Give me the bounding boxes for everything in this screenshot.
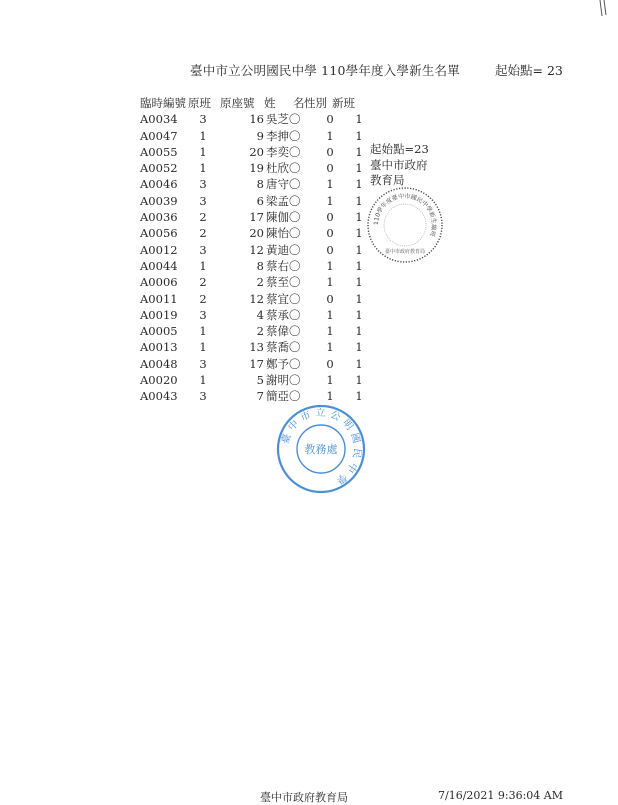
- cell-name: 謝明〇: [266, 373, 301, 388]
- cell-orig-seat: 7: [256, 389, 264, 404]
- cell-orig-seat: 8: [256, 258, 264, 273]
- side-note: [370, 142, 429, 189]
- document-title: 臺中市立公明國民中學 110學年度入學新生名單: [190, 63, 460, 78]
- cell-gender: 1: [326, 128, 334, 143]
- table-header-row: [140, 95, 372, 111]
- cell-name: 陳怡〇: [266, 226, 301, 241]
- table-row: [140, 193, 372, 209]
- cell-temp-id: A0055: [140, 144, 178, 159]
- cell-orig-seat: 19: [249, 161, 264, 176]
- cell-gender: 1: [326, 307, 334, 322]
- cell-temp-id: A0019: [140, 307, 178, 322]
- cell-gender: 0: [326, 291, 334, 306]
- cell-orig-class: 2: [199, 275, 207, 290]
- table-row: [140, 323, 372, 339]
- cell-temp-id: A0013: [140, 340, 178, 355]
- cell-new-class: 1: [355, 373, 363, 388]
- cell-orig-class: 2: [199, 226, 207, 241]
- cell-orig-seat: 16: [249, 112, 264, 127]
- table-body: [140, 111, 372, 404]
- table-row: [140, 356, 372, 372]
- small-seal-inner-text: 臺中市政府教育局: [384, 249, 426, 255]
- cell-name: 鄭予〇: [266, 356, 301, 371]
- cell-orig-class: 3: [199, 112, 207, 127]
- cell-name: 李抻〇: [266, 128, 301, 143]
- side-start-point: 起始點=23: [370, 142, 429, 156]
- cell-name: 李奕〇: [266, 144, 301, 159]
- cell-temp-id: A0048: [140, 356, 178, 371]
- cell-orig-class: 1: [199, 340, 207, 355]
- side-org-name: 臺中市政府: [370, 157, 428, 172]
- cell-orig-class: 1: [199, 144, 207, 159]
- cell-orig-seat: 17: [249, 210, 264, 225]
- table-row: [140, 176, 372, 192]
- cell-gender: 0: [326, 242, 334, 257]
- education-bureau-seal: [365, 185, 445, 265]
- cell-gender: 1: [326, 324, 334, 339]
- cell-orig-class: 3: [199, 356, 207, 371]
- cell-orig-class: 1: [199, 324, 207, 339]
- cell-new-class: 1: [355, 161, 363, 176]
- cell-gender: 1: [326, 389, 334, 404]
- cell-name: 蔡右〇: [266, 258, 301, 273]
- cell-orig-seat: 8: [256, 177, 264, 192]
- cell-temp-id: A0012: [140, 242, 178, 257]
- academic-affairs-seal: [275, 403, 367, 495]
- cell-name: 蔡偉〇: [266, 324, 301, 339]
- col-header-name: 姓 名: [264, 96, 308, 110]
- footer-timestamp: 7/16/2021 9:36:04 AM: [438, 789, 564, 802]
- col-header-temp-id: 臨時編號: [140, 96, 186, 110]
- cell-name: 蔡喬〇: [266, 340, 301, 355]
- col-header-gender: 性別: [304, 96, 327, 110]
- col-header-orig-class: 原班: [188, 96, 211, 110]
- cell-new-class: 1: [355, 340, 363, 355]
- table-row: [140, 307, 372, 323]
- cell-new-class: 1: [355, 210, 363, 225]
- cell-new-class: 1: [355, 226, 363, 241]
- cell-orig-class: 1: [199, 258, 207, 273]
- table-row: [140, 291, 372, 307]
- table-row: [140, 144, 372, 160]
- table-row: [140, 160, 372, 176]
- footer-org: 臺中市政府教育局: [260, 791, 348, 804]
- table-row: [140, 225, 372, 241]
- cell-orig-seat: 5: [256, 373, 264, 388]
- table-row: [140, 274, 372, 290]
- table-row: [140, 209, 372, 225]
- table-row: [140, 258, 372, 274]
- cell-orig-class: 1: [199, 161, 207, 176]
- cell-orig-seat: 6: [256, 193, 264, 208]
- student-table: [140, 95, 372, 405]
- cell-orig-class: 3: [199, 242, 207, 257]
- col-header-orig-seat: 原座號: [220, 96, 255, 110]
- cell-temp-id: A0044: [140, 258, 178, 273]
- cell-gender: 1: [326, 177, 334, 192]
- cell-orig-seat: 20: [249, 144, 264, 159]
- cell-temp-id: A0020: [140, 373, 178, 388]
- cell-temp-id: A0052: [140, 161, 178, 176]
- cell-orig-seat: 17: [249, 356, 264, 371]
- cell-temp-id: A0043: [140, 389, 178, 404]
- cell-new-class: 1: [355, 275, 363, 290]
- cell-gender: 0: [326, 356, 334, 371]
- cell-orig-seat: 13: [249, 340, 264, 355]
- table-row: [140, 242, 372, 258]
- cell-name: 黃迪〇: [266, 242, 301, 257]
- cell-temp-id: A0034: [140, 112, 178, 127]
- cell-name: 唐守〇: [266, 177, 301, 192]
- cell-gender: 1: [326, 193, 334, 208]
- cell-name: 蔡至〇: [266, 275, 301, 290]
- cell-temp-id: A0047: [140, 128, 178, 143]
- cell-orig-seat: 12: [249, 242, 264, 257]
- cell-orig-class: 2: [199, 291, 207, 306]
- table-row: [140, 339, 372, 355]
- cell-orig-class: 3: [199, 193, 207, 208]
- cell-name: 簡亞〇: [266, 389, 301, 404]
- cell-name: 吳芝〇: [266, 112, 301, 127]
- cell-gender: 0: [326, 144, 334, 159]
- cell-new-class: 1: [355, 242, 363, 257]
- cell-temp-id: A0011: [140, 291, 178, 306]
- cell-gender: 1: [326, 275, 334, 290]
- cell-orig-seat: 2: [256, 324, 264, 339]
- blue-seal-center-text: 教務處: [304, 443, 338, 456]
- cell-new-class: 1: [355, 193, 363, 208]
- cell-gender: 1: [326, 373, 334, 388]
- cell-gender: 1: [326, 258, 334, 273]
- cell-orig-class: 3: [199, 389, 207, 404]
- cell-temp-id: A0046: [140, 177, 178, 192]
- cell-name: 蔡宜〇: [266, 291, 301, 306]
- cell-name: 梁孟〇: [266, 193, 301, 208]
- cell-name: 陳伽〇: [266, 210, 301, 225]
- small-seal-ring-text: 110學年度臺中市國民中學新生編班: [372, 192, 438, 238]
- cell-orig-seat: 2: [256, 275, 264, 290]
- cell-orig-seat: 20: [249, 226, 264, 241]
- side-dept-name: 教育局: [370, 173, 405, 187]
- cell-orig-class: 3: [199, 307, 207, 322]
- cell-temp-id: A0005: [140, 324, 178, 339]
- cell-new-class: 1: [355, 144, 363, 159]
- cell-name: 蔡承〇: [266, 307, 301, 322]
- cell-new-class: 1: [355, 291, 363, 306]
- cell-temp-id: A0056: [140, 226, 178, 241]
- cell-new-class: 1: [355, 307, 363, 322]
- cell-new-class: 1: [355, 128, 363, 143]
- table-row: [140, 372, 372, 388]
- cell-new-class: 1: [355, 324, 363, 339]
- cell-orig-class: 2: [199, 210, 207, 225]
- cell-name: 杜欣〇: [266, 161, 301, 176]
- cell-orig-class: 1: [199, 128, 207, 143]
- blue-seal-ring-text: 臺中市立公明國民中學: [279, 407, 363, 488]
- start-point-header: 起始點= 23: [495, 63, 563, 78]
- cell-temp-id: A0039: [140, 193, 178, 208]
- cell-temp-id: A0006: [140, 275, 178, 290]
- table-row: [140, 111, 372, 127]
- cell-gender: 0: [326, 112, 334, 127]
- cell-gender: 0: [326, 161, 334, 176]
- cell-new-class: 1: [355, 389, 363, 404]
- corner-mark: [598, 0, 618, 18]
- col-header-new-class: 新班: [332, 96, 355, 110]
- cell-new-class: 1: [355, 112, 363, 127]
- svg-text:110學年度臺中市國民中學新生編班: [373, 192, 438, 238]
- cell-temp-id: A0036: [140, 210, 178, 225]
- cell-orig-seat: 4: [256, 307, 264, 322]
- cell-gender: 0: [326, 226, 334, 241]
- cell-orig-class: 3: [199, 177, 207, 192]
- cell-new-class: 1: [355, 177, 363, 192]
- cell-orig-class: 1: [199, 373, 207, 388]
- table-row: [140, 128, 372, 144]
- cell-new-class: 1: [355, 258, 363, 273]
- cell-orig-seat: 12: [249, 291, 264, 306]
- cell-orig-seat: 9: [256, 128, 264, 143]
- cell-new-class: 1: [355, 356, 363, 371]
- cell-gender: 1: [326, 340, 334, 355]
- cell-gender: 0: [326, 210, 334, 225]
